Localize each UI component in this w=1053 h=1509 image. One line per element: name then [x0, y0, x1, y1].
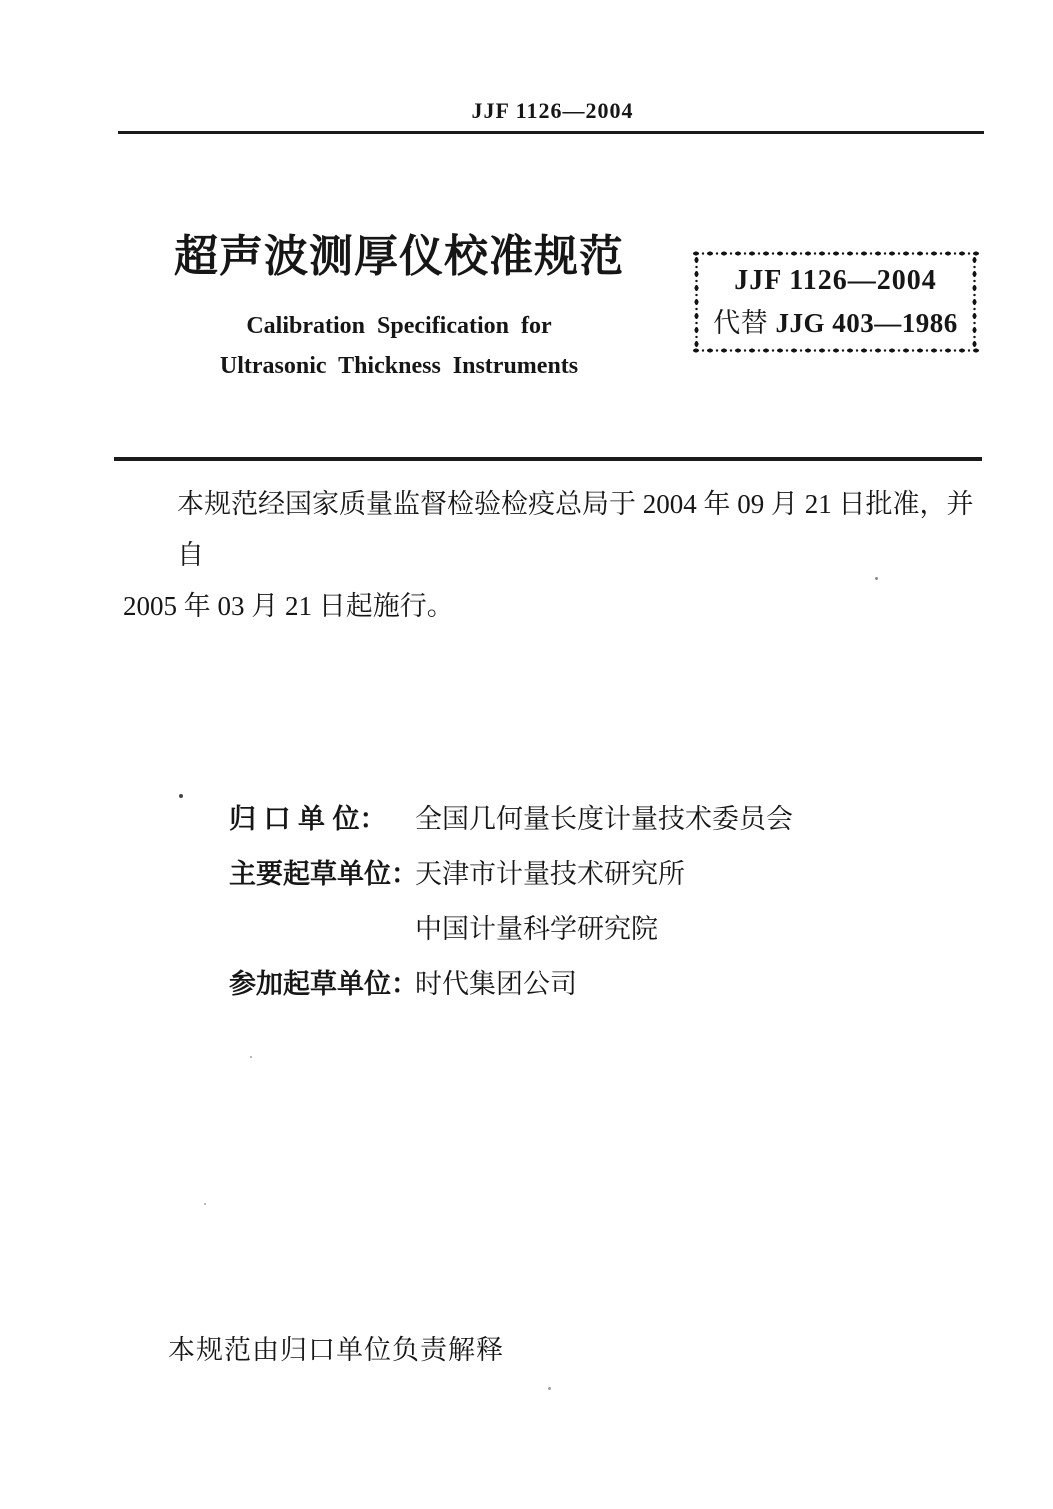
approval-line-2: 2005 年 03 月 21 日起施行。 [123, 591, 454, 621]
drafting-units-block [229, 789, 793, 1009]
scan-speck [204, 1203, 206, 1205]
document-title-chinese: 超声波测厚仪校准规范 [174, 232, 624, 281]
page-header [0, 98, 1053, 124]
unit-value: 天津市计量技术研究所 [415, 859, 685, 889]
badge-replaces-prefix: 代替 [713, 307, 769, 338]
header-divider-rule [118, 131, 984, 134]
english-title-line-2: Ultrasonic Thickness Instruments [219, 353, 579, 379]
unit-row-main-drafting-continued [229, 899, 793, 954]
badge-content [701, 258, 970, 346]
english-title-line-1: Calibration Specification for [246, 313, 552, 339]
approval-line-1: 本规范经国家质量监督检验检疫总局于 2004 年 09 月 21 日批准，并自 [177, 489, 974, 570]
unit-label: 主要起草单位： [229, 859, 418, 889]
standard-code-badge [692, 249, 979, 355]
header-standard-code: JJF 1126—2004 [471, 98, 634, 123]
scan-speck [548, 1387, 551, 1390]
unit-value: 时代集团公司 [415, 969, 577, 999]
unit-row-centralized-body [229, 789, 793, 844]
unit-row-participating-drafting [229, 954, 793, 1009]
badge-replaced-standard-code: JJG 403—1986 [775, 307, 958, 338]
badge-replaces-line [713, 301, 958, 340]
interpretation-note: 本规范由归口单位负责解释 [168, 1335, 504, 1365]
scan-speck [250, 1056, 252, 1058]
section-divider-rule [114, 457, 982, 461]
document-title-english [148, 306, 650, 386]
unit-label: 参加起草单位： [229, 969, 418, 999]
badge-ornamental-border-left [692, 256, 701, 348]
unit-value: 中国计量科学研究院 [415, 914, 658, 944]
scan-speck [875, 577, 878, 580]
unit-label: 归 口 单 位： [229, 804, 387, 834]
unit-value: 全国几何量长度计量技术委员会 [415, 804, 793, 834]
badge-ornamental-border-right [970, 256, 979, 348]
badge-ornamental-border-top [692, 249, 979, 258]
title-block [148, 228, 650, 386]
badge-ornamental-border-bottom [692, 346, 979, 355]
unit-row-main-drafting [229, 844, 793, 899]
approval-paragraph [123, 479, 985, 632]
badge-standard-code: JJF 1126—2004 [734, 264, 937, 296]
scan-speck [179, 794, 183, 798]
